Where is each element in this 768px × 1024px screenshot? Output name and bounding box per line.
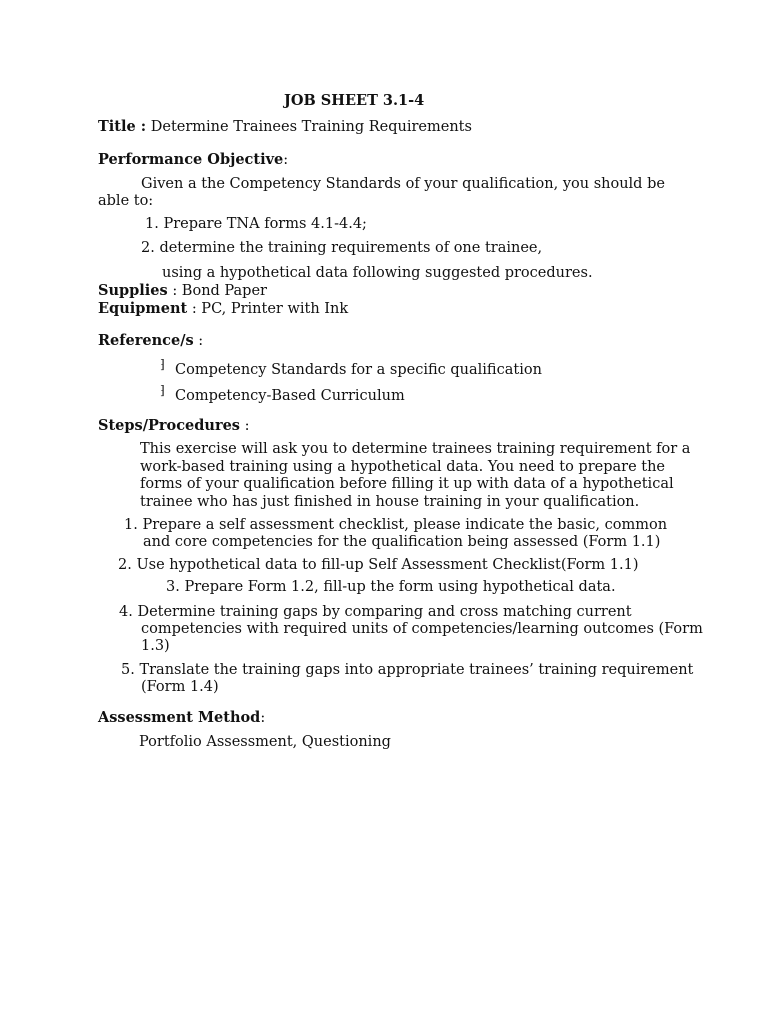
assessment-heading [98,709,265,727]
equipment-label: Equipment [98,300,188,317]
reference-item: Competency-Based Curriculum [175,388,405,404]
step-5-cont: (Form 1.4) [141,679,219,695]
step-4-cont-2: 1.3) [141,638,170,654]
objective-item-2-cont: using a hypothetical data following suggested procedures. [162,265,593,281]
bullet-icon: ⁆ [160,357,165,371]
objective-heading [98,151,288,169]
assessment-value: Portfolio Assessment, Questioning [139,734,391,750]
step-3: 3. Prepare Form 1.2, fill-up the form using hypothetical data. [166,579,616,595]
title-line [98,118,472,136]
step-4: 4. Determine training gaps by comparing and cross matching current [119,604,632,620]
objective-text-line1: Given a the Competency Standards of your qualification, you should be [141,176,665,192]
references-heading [98,332,203,350]
objective-colon: : [283,152,289,168]
step-1: 1. Prepare a self assessment checklist, please indicate the basic, common [124,517,668,533]
objective-item-1: 1. Prepare TNA forms 4.1-4.4; [145,216,367,232]
title-value: Determine Trainees Training Requirements [150,119,472,135]
title-label: Title : [98,118,147,135]
step-5: 5. Translate the training gaps into appropriate trainees’ training requirement [121,662,694,678]
steps-intro-line: trainee who has just finished in house training in your qualification. [140,494,640,510]
steps-colon: : [244,418,250,434]
steps-intro-line: work-based training using a hypothetical data. You need to prepare the [140,459,666,475]
bullet-icon: ⁆ [160,383,165,397]
supplies-label: Supplies [98,282,168,299]
reference-item: Competency Standards for a specific qualification [175,362,542,378]
steps-intro-line: This exercise will ask you to determine trainees training requirement for a [140,441,691,457]
step-2: 2. Use hypothetical data to fill-up Self Assessment Checklist(Form 1.1) [118,557,639,573]
objective-label: Performance Objective [98,151,284,168]
assessment-colon: : [260,710,266,726]
supplies-line [98,282,267,300]
steps-label: Steps/Procedures [98,417,240,434]
steps-intro-line: forms of your qualification before filling it up with data of a hypothetical [140,476,674,492]
objective-item-2: 2. determine the training requirements of one trainee, [141,240,543,256]
references-colon: : [198,333,204,349]
assessment-label: Assessment Method [98,709,261,726]
equipment-line [98,300,348,318]
page-title: JOB SHEET 3.1-4 [284,92,425,109]
supplies-value: : Bond Paper [172,283,267,299]
step-4-cont: competencies with required units of competencies/learning outcomes (Form [141,621,703,637]
references-label: Reference/s [98,332,194,349]
steps-heading [98,417,249,435]
objective-text-line2: able to: [98,193,154,209]
equipment-value: : PC, Printer with Ink [191,301,349,317]
step-1-cont: and core competencies for the qualification being assessed (Form 1.1) [143,534,661,550]
